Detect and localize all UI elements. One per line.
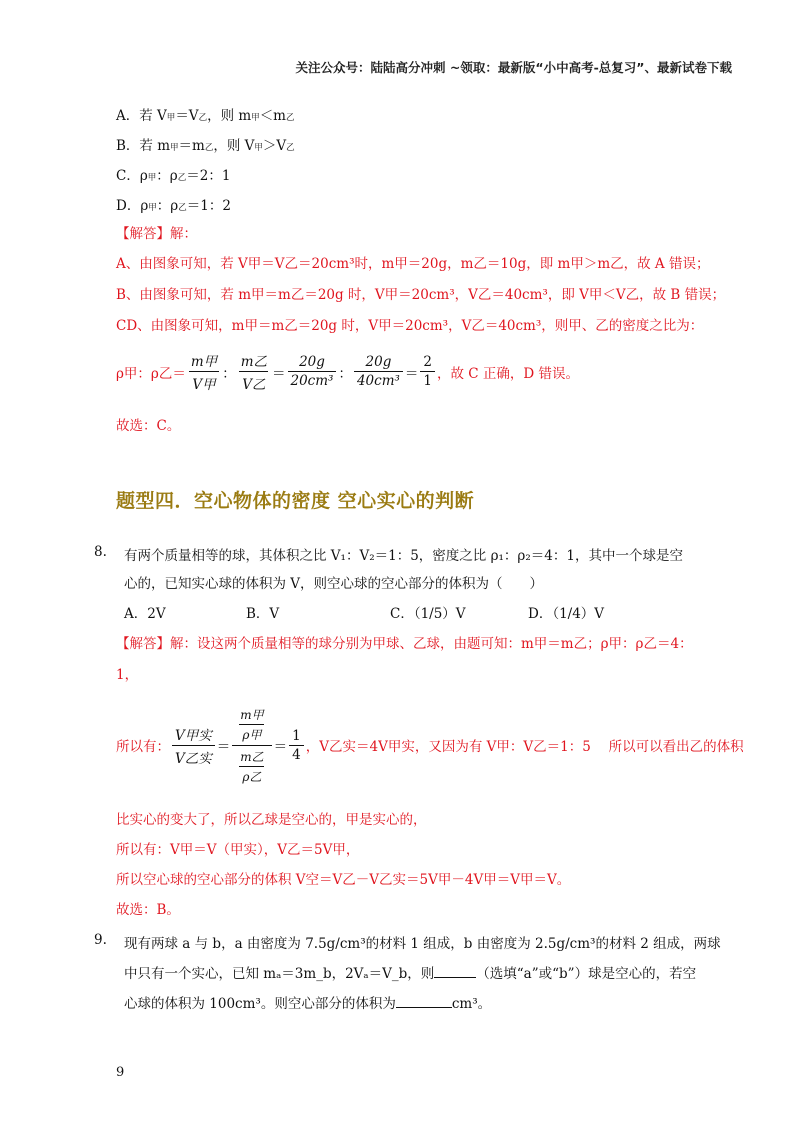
density-ratio-formula: ρ甲：ρ乙＝ $\frac{\text{m甲}}{\text{V甲}}$ ： $\frac{\text{m乙}}{\text{V乙}}$ ＝ $\frac{20g}{\text{20cm³}}$ ： $\frac{20g}{\text{40cm³}}$ ＝ $\frac{2}{1}$ ，故 C 正确，D 错误。 [116, 350, 579, 393]
fraction: $\frac{1}{4}$ [289, 728, 304, 763]
answer-label: 【解答】解： [116, 226, 197, 242]
answer-line-a: A、由图象可知，若 V甲＝V乙＝20cm³时，m甲＝20g，m乙＝10g，即 m甲＞m乙，故 A 错误； [116, 256, 710, 272]
question-text-line1: 有两个质量相等的球，其体积之比 V₁：V₂＝1：5，密度之比 ρ₁：ρ₂＝4：1，其中一个球是空 [124, 548, 683, 564]
page-header: 关注公众号：陆陆高分冲刺 ~领取：最新版“小中高考-总复习”、最新试卷下载 [295, 60, 732, 75]
compound-fraction: $\frac{\frac{\text{m甲}}{\text{ρ甲}}}{\frac{\text{m乙}}{\text{ρ乙}}}$ [232, 706, 271, 785]
section-title: 题型四．空心物体的密度 空心实心的判断 [116, 490, 475, 512]
q8-option-c: C．（1/5）V [390, 606, 466, 622]
fraction: $\frac{2}{1}$ [420, 354, 435, 389]
q9-line3: 心球的体积为 100cm³。则空心部分的体积为 cm³。 [124, 996, 492, 1012]
page-number: 9 [116, 1065, 125, 1080]
q8-option-d: D．（1/4）V [528, 606, 605, 622]
q8-answer-line-next: 比实心的变大了，所以乙球是空心的，甲是实心的， [116, 812, 427, 828]
q8-answer-line2: 1， [116, 667, 139, 683]
question-number: 9. [94, 932, 107, 948]
q8-conclusion: 故选：B。 [116, 902, 180, 918]
q8-answer-line1: 【解答】解：设这两个质量相等的球分别为甲球、乙球，由题可知：m甲＝m乙；ρ甲：ρ乙＝4： [116, 636, 693, 652]
answer-line-cd: CD、由图象可知，m甲＝m乙＝20g 时，V甲＝20cm³，V乙＝40cm³，则甲、乙的密度之比为： [116, 318, 704, 334]
option-b: B．若 m甲＝m乙，则 V甲＞V乙 [116, 138, 295, 154]
answer-line-b: B、由图象可知，若 m甲＝m乙＝20g 时，V甲＝20cm³，V乙＝40cm³，即 V甲＜V乙，故 B 错误； [116, 287, 726, 303]
option-d: D．ρ甲：ρ乙＝1：2 [116, 198, 231, 214]
q8-answer-line-so: 所以有：V甲＝V（甲实），V乙＝5V甲， [116, 842, 360, 858]
q8-answer-line-hollow: 所以空心球的空心部分的体积 V空＝V乙－V乙实＝5V甲－4V甲＝V甲＝V。 [116, 872, 571, 888]
answer-conclusion: 故选：C。 [116, 418, 181, 434]
q9-line1: 现有两球 a 与 b，a 由密度为 7.5g/cm³的材料 1 组成，b 由密度为 2.5g/cm³的材料 2 组成，两球 [124, 936, 721, 952]
fraction: $\frac{\text{m乙}}{\text{V乙}}$ [240, 354, 267, 393]
q8-option-a: A．2V [124, 606, 166, 622]
fraction: $\frac{\text{V甲实}}{\text{V乙实}}$ [172, 724, 215, 767]
fraction: $\frac{20g}{\text{20cm³}}$ [288, 354, 337, 389]
question-number: 8. [94, 544, 107, 560]
question-text-line2: 心的，已知实心球的体积为 V，则空心球的空心部分的体积为（ ） [124, 576, 544, 592]
q8-option-b: B．V [246, 606, 280, 622]
answer-blank[interactable] [434, 965, 476, 978]
option-c: C．ρ甲：ρ乙＝2：1 [116, 168, 231, 184]
answer-blank[interactable] [396, 995, 452, 1008]
fraction: $\frac{\text{m甲}}{\text{V甲}}$ [190, 354, 218, 393]
fraction: $\frac{20g}{\text{40cm³}}$ [354, 354, 403, 389]
answer-label: 【解答】 [116, 636, 170, 652]
option-a: A．若 V甲＝V乙，则 m甲＜m乙 [116, 108, 295, 124]
q9-line2: 中只有一个实心，已知 mₐ＝3m_b，2Vₐ＝V_b，则 （选填“a”或“b”）球是空心的，若空 [124, 966, 697, 982]
volume-ratio-formula: 所以有： $\frac{\text{V甲实}}{\text{V乙实}}$ ＝ $\frac{\frac{\text{m甲}}{\text{ρ甲}}}{\frac{\text{m乙}}{\text{ρ乙}}}$ ＝ $\frac{1}{4}$ ，V乙实＝4V甲实，又因为有 V甲：V乙＝1：5 所以可以看出乙的体积 [116, 707, 744, 784]
